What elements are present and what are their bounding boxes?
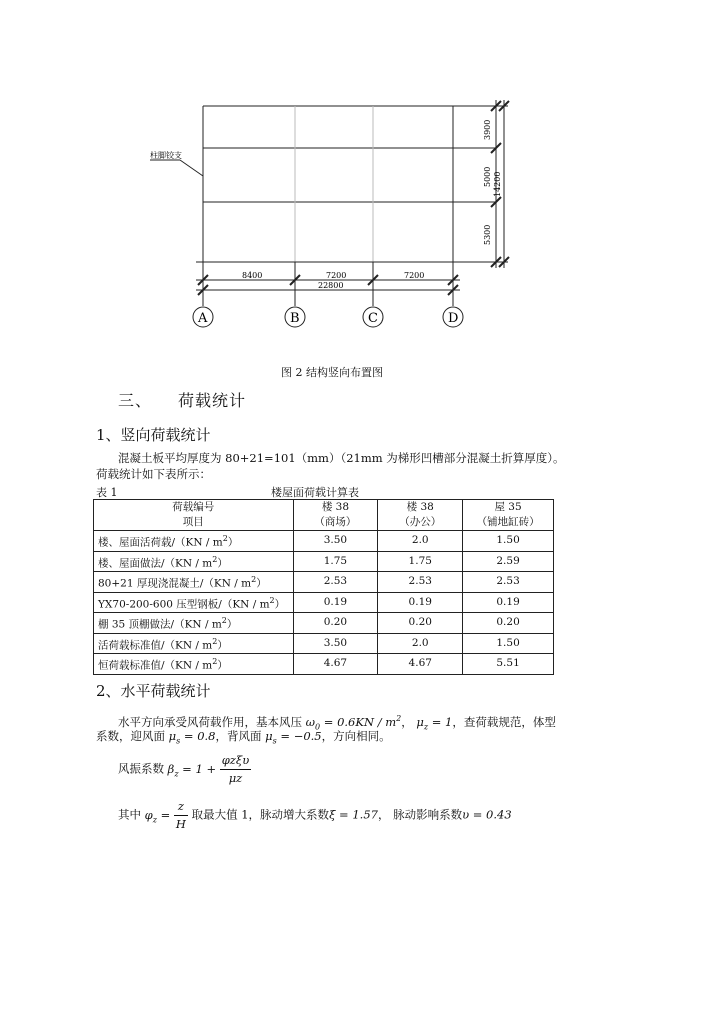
dim-right-total: 14200 (493, 171, 502, 197)
symbol-sub: s (176, 736, 181, 746)
symbol-sub: z (423, 722, 429, 732)
row-label-text: 棚 35 顶棚做法/（KN / m (98, 618, 222, 631)
table-row (94, 572, 554, 593)
symbol-value: = −0.5 (276, 729, 322, 743)
row-label-text: 楼、屋面活荷载/（KN / m (98, 536, 223, 549)
fraction-numerator: z (174, 798, 188, 816)
row-label (94, 531, 294, 552)
paragraph-vibration-coefficient (118, 752, 251, 787)
row-label-text: YX70-200-600 压型钢板/（KN / m (98, 598, 270, 610)
cell-value: 0.19 (378, 592, 463, 613)
row-label (94, 654, 294, 675)
pin-support-note: 柱脚铰支 (150, 151, 182, 160)
row-label-exp: 2 (222, 534, 228, 543)
fraction-denominator: H (175, 817, 186, 831)
axis-label-d: D (448, 311, 459, 326)
symbol-value: = (156, 807, 174, 822)
text-span: ， 脉动影响系数 (377, 807, 463, 822)
row-label (94, 613, 294, 634)
cell-value: 4.67 (293, 654, 378, 675)
table-row (94, 654, 554, 675)
cell-value: 0.20 (293, 613, 378, 634)
text-span: 系数，迎风面 (96, 729, 165, 743)
row-label (94, 572, 294, 593)
symbol-unit: KN / m (355, 714, 397, 729)
row-label-exp: 2 (212, 554, 218, 564)
text-span: ，背风面 (215, 729, 262, 743)
symbol-sub: 0 (315, 722, 321, 732)
figure-caption: 图 2 结构竖向布置图 (281, 366, 383, 379)
text-span: 取最大值 1，脉动增大系数 (191, 807, 330, 822)
cell-value: 4.67 (378, 654, 463, 675)
dim-right-1: 3900 (483, 119, 492, 140)
symbol: μ (416, 714, 424, 729)
row-label-tail: ） (217, 639, 228, 651)
formula-beta (168, 762, 220, 776)
cell-value: 1.50 (463, 531, 554, 552)
row-label-text: 80+21 厚现浇混凝土/（KN / m (98, 577, 252, 590)
section-number: 三、 (118, 391, 153, 410)
symbol: μ (265, 729, 273, 743)
symbol-sub: z (152, 814, 157, 824)
header-col-3-top: 屋 35 (463, 500, 554, 516)
row-label-tail: ） (226, 618, 238, 631)
span-dim-2: 7200 (326, 271, 347, 280)
symbol-value: = 0.6 (320, 714, 356, 729)
structure-elevation-drawing (0, 0, 724, 340)
formula-fraction-phi (174, 798, 188, 833)
table-label: 表 1 (96, 486, 118, 499)
cell-value: 2.59 (463, 551, 554, 572)
formula-mu-s-windward (168, 729, 216, 746)
paragraph-wind-line-1: 水平方向承受风荷载作用，基本风压 $\omega_0 = 0.6KN / m^2$， $\mu_z = 1$，查荷载规范，体型 (118, 714, 556, 732)
symbol-sub: z (174, 768, 179, 778)
header-load-id: 荷载编号 (94, 500, 294, 516)
table-row (94, 531, 554, 552)
formula-w0 (305, 714, 402, 732)
formula-xi: ξ = 1.57 (329, 807, 378, 822)
header-col-1-top: 楼 38 (293, 500, 378, 516)
cell-value: 0.19 (293, 592, 378, 613)
row-label-tail: ） (274, 598, 286, 610)
row-label-exp: 2 (221, 616, 227, 625)
text-span: ，查荷载规范，体型 (452, 714, 556, 729)
paragraph-wind-line-2 (96, 728, 391, 749)
fraction-numerator: φzξυ (220, 752, 251, 770)
header-col-1-bottom: （商场） (293, 515, 378, 531)
cell-value: 2.53 (463, 572, 554, 593)
symbol-value: = 1 + (178, 761, 220, 776)
cell-value: 0.20 (378, 613, 463, 634)
table-header-row-2 (94, 515, 554, 531)
symbol: φ (144, 807, 153, 822)
cell-value: 2.53 (378, 572, 463, 593)
row-label-text: 活荷载标准值/（KN / m (98, 639, 213, 651)
span-dim-total: 22800 (318, 281, 344, 290)
header-col-3-bottom: （铺地缸砖） (463, 515, 554, 531)
row-label-exp: 2 (269, 595, 275, 605)
paragraph-where (118, 798, 512, 833)
load-table (93, 499, 554, 675)
dim-right-2: 5000 (483, 166, 492, 187)
fraction-denominator: μz (228, 771, 243, 785)
row-label-tail: ） (217, 659, 228, 672)
cell-value: 3.50 (293, 633, 378, 654)
formula-mu-z (416, 714, 453, 732)
formula-mu-s-leeward (265, 729, 322, 746)
symbol-exp: 2 (396, 714, 402, 723)
row-label-text: 楼、屋面做法/（KN / m (98, 557, 213, 569)
cell-value: 3.50 (293, 531, 378, 552)
axis-label-b: B (290, 311, 300, 326)
cell-value: 5.51 (463, 654, 554, 675)
axis-label-a: A (198, 311, 208, 326)
row-label-tail: ） (227, 536, 239, 549)
row-label (94, 551, 294, 572)
row-label-exp: 2 (212, 657, 218, 666)
formula-fraction (220, 752, 251, 787)
table-row (94, 592, 554, 613)
paragraph-slab-thickness: 混凝土板平均厚度为 80+21=101（mm）（21mm 为梯形凹槽部分混凝土折算厚度）。 (118, 451, 565, 465)
table-header-row-1 (94, 500, 554, 516)
header-col-2-bottom: （办公） (378, 515, 463, 531)
span-dim-1: 8400 (242, 271, 263, 280)
subsection-heading-horizontal: 2、水平荷载统计 (96, 682, 211, 700)
row-label-text: 恒荷载标准值/（KN / m (98, 659, 213, 672)
row-label (94, 592, 294, 613)
symbol: β (167, 761, 175, 776)
table-row (94, 613, 554, 634)
cell-value: 1.50 (463, 633, 554, 654)
cell-value: 1.75 (378, 551, 463, 572)
formula-nu: υ = 0.43 (462, 807, 512, 822)
cell-value: 2.53 (293, 572, 378, 593)
cell-value: 2.0 (378, 633, 463, 654)
header-item: 项目 (94, 515, 294, 531)
paragraph-table-intro: 荷载统计如下表所示： (96, 467, 211, 481)
cell-value: 1.75 (293, 551, 378, 572)
text-span: 水平方向承受风荷载作用，基本风压 (118, 714, 302, 729)
axis-label-c: C (368, 311, 378, 326)
row-label-tail: ） (217, 557, 228, 569)
text-span: 风振系数 (118, 761, 164, 776)
dim-right-3: 5300 (483, 224, 492, 245)
span-dim-3: 7200 (404, 271, 425, 280)
symbol-value: = 0.8 (180, 729, 216, 743)
section-heading-3 (118, 388, 246, 411)
section-title: 荷载统计 (178, 391, 247, 410)
row-label-exp: 2 (251, 575, 257, 584)
header-col-2-top: 楼 38 (378, 500, 463, 516)
symbol: μ (168, 729, 177, 743)
table-row (94, 551, 554, 572)
cell-value: 0.20 (463, 613, 554, 634)
symbol: ω (305, 714, 316, 729)
table-row (94, 633, 554, 654)
table-title: 楼屋面荷载计算表 (271, 486, 359, 499)
row-label-exp: 2 (212, 636, 218, 646)
symbol-sub: s (272, 736, 277, 746)
text-span: 其中 (118, 807, 141, 822)
formula-phi (145, 808, 174, 822)
symbol-value: = 1 (428, 714, 453, 729)
cell-value: 0.19 (463, 592, 554, 613)
row-label-tail: ） (256, 577, 267, 590)
row-label (94, 633, 294, 654)
subsection-heading-vertical: 1、竖向荷载统计 (96, 426, 211, 444)
cell-value: 2.0 (378, 531, 463, 552)
text-span: ，方向相同。 (321, 729, 391, 743)
